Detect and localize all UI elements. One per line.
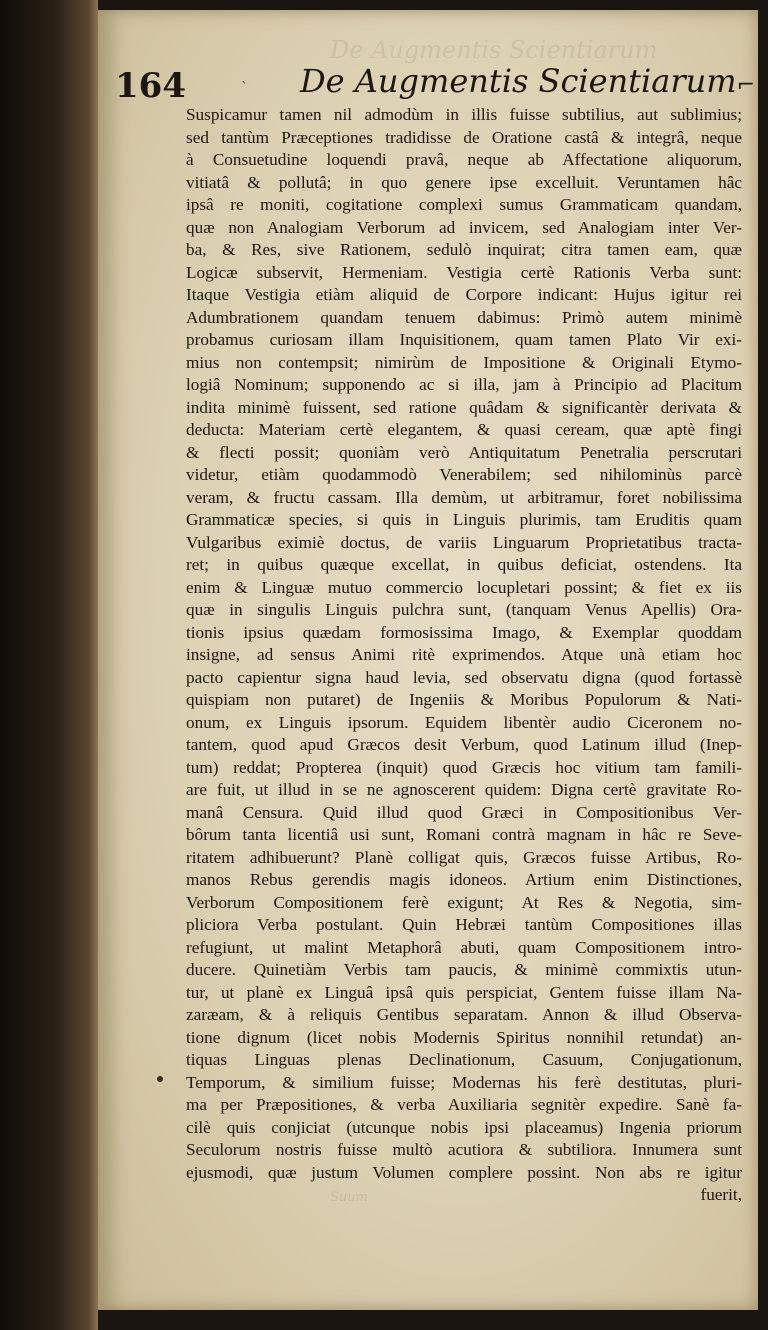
text-line: sed tantùm Præceptiones tradidisse de Oratione castâ & integrâ, neque xyxy=(186,127,742,147)
text-line: Vulgaribus eximiè doctus, de variis Linguarum Proprietatibus tracta- xyxy=(186,532,742,552)
text-line: ret; in quibus quæque excellat, in quibus deficiat, ostendens. Ita xyxy=(186,555,742,574)
page-number: 164 xyxy=(115,66,186,106)
text-line: Grammaticæ species, si quis in Linguis plurimis, tam Eruditis quam xyxy=(186,510,742,529)
text-line: ejusmodi, quæ justum Volumen complere possint. Non abs re igitur xyxy=(186,1162,742,1182)
printer-mark: ˋ xyxy=(241,80,248,96)
text-line: pacto capientur signa haud levia, sed observatu digna (quod fortassè xyxy=(186,667,742,687)
text-line: probamus curiosam illam Inquisitionem, quam tamen Plato Vir exi- xyxy=(186,330,742,349)
title-flourish: ⌐ xyxy=(736,73,756,98)
text-line: Adumbrationem quandam tenuem dabimus: Primò autem minimè xyxy=(186,307,742,327)
margin-dot xyxy=(157,1076,163,1082)
text-line: zaræam, & à reliquis Gentibus separatam. Annon & illud Observa- xyxy=(186,1005,742,1024)
text-line: tiquas Linguas plenas Declinationum, Casuum, Conjugationum, xyxy=(186,1050,742,1069)
text-line: bôrum tanta licentiâ usi sunt, Romani contrà magnam in hâc re Seve- xyxy=(186,825,742,844)
text-line: videtur, etiàm quodammodò Venerabilem; sed nihilominùs parcè xyxy=(186,465,742,484)
text-line: quæ in singulis Linguis pulchra sunt, (tanquam Venus Apellis) Ora- xyxy=(186,600,742,619)
text-line: quæ non Analogiam Verborum ad invicem, sed Analogiam inter Ver- xyxy=(186,217,742,237)
book-binding xyxy=(0,0,98,1330)
text-line: tantem, quod apud Græcos desit Verbum, quod Latinum illud (Inep- xyxy=(186,735,742,754)
text-line: tione dignum (licet nobis Modernis Spiritus nonnihil retundat) an- xyxy=(186,1027,742,1047)
text-line: mius non contempsit; nimirùm de Impositione & Originali Etymo- xyxy=(186,352,742,372)
bleed-through-text-bottom: Suum xyxy=(330,1190,368,1205)
text-line: pliciora Verba postulant. Quin Hebræi tantùm Compositiones illas xyxy=(186,915,742,934)
running-title-text: De Augmentis Scientiarum xyxy=(300,62,737,100)
text-line: Itaque Vestigia etiàm aliquid de Corpore indicant: Hujus igitur rei xyxy=(186,285,742,304)
text-line: vitiatâ & pollutâ; in quo genere ipse excelluit. Veruntamen hâc xyxy=(186,172,742,192)
body-text xyxy=(186,104,742,1207)
text-line: Verborum Compositionem ferè exigunt; At Res & Negotia, sim- xyxy=(186,892,742,912)
text-line: ritatem adhibuerunt? Planè colligat quis, Græcos fuisse Artibus, Ro- xyxy=(186,847,742,867)
text-line: ipsâ re moniti, cogitatione complexi sumus Grammaticam quandam, xyxy=(186,195,742,214)
text-line: are fuit, ut illud in se ne agnoscerent quidem: Digna certè gravitate Ro- xyxy=(186,780,742,799)
text-line: insigne, ad sensus Animi ritè exprimendos. Atque unà etiam hoc xyxy=(186,645,742,664)
running-title xyxy=(300,62,755,100)
text-line: ducere. Quinetiàm Verbis tam paucis, & minimè commixtis utun- xyxy=(186,960,742,979)
text-line: manâ Censura. Quid illud quod Græci in Compositionibus Ver- xyxy=(186,802,742,822)
text-line: tionis ipsius quædam formosissima Imago, & Exemplar quoddam xyxy=(186,622,742,642)
text-line: onum, ex Linguis ipsorum. Equidem libentèr audio Ciceronem no- xyxy=(186,712,742,732)
bleed-through-text: De Augmentis Scientiarum xyxy=(330,36,658,64)
text-line: veram, & fructu cassam. Illa demùm, ut arbitramur, foret nobilissima xyxy=(186,487,742,507)
text-line: cilè quis conjiciat (utcunque nobis ipsi placeamus) Ingenia priorum xyxy=(186,1117,742,1137)
text-line: Temporum, & similium fuisse; Modernas his ferè destitutas, pluri- xyxy=(186,1072,742,1092)
text-line: manos Rebus gerendis magis idoneos. Artium enim Distinctiones, xyxy=(186,870,742,889)
text-line: & flecti possit; quoniàm verò Antiquitatum Penetralia perscrutari xyxy=(186,442,742,462)
text-line: tum) reddat; Propterea (inquit) quod Græcis hoc vitium tam famili- xyxy=(186,757,742,777)
text-line: Seculorum nostris fuisse multò acutiora & subtiliora. Innumera sunt xyxy=(186,1140,742,1159)
text-line: deducta: Materiam certè elegantem, & quasi ceream, quæ aptè fingi xyxy=(186,420,742,439)
text-line: Logicæ subservit, Hermeniam. Vestigia certè Rationis Verba sunt: xyxy=(186,262,742,282)
text-line: tur, ut planè ex Linguâ ipsâ quis perspiciat, Gentem fuisse illam Na- xyxy=(186,982,742,1002)
text-line: à Consuetudine loquendi pravâ, neque ab Affectatione aliquorum, xyxy=(186,150,742,169)
text-line: refugiunt, ut malint Metaphorâ abuti, quam Compositionem intro- xyxy=(186,937,742,957)
text-line: logiâ Nominum; supponendo ac si illa, jam à Principio ad Placitum xyxy=(186,375,742,394)
text-line: quispiam non putaret) de Ingeniis & Moribus Populorum & Nati- xyxy=(186,690,742,709)
text-line: ma per Præpositiones, & verba Auxiliaria segnitèr expedire. Sanè fa- xyxy=(186,1095,742,1114)
text-line: fuerit, xyxy=(700,1185,742,1204)
text-line: Suspicamur tamen nil admodùm in illis fuisse subtilius, aut sublimius; xyxy=(186,105,742,124)
text-line: enim & Linguæ mutuo commercio locupletari possint; & fiet ex iis xyxy=(186,577,742,597)
text-line: ba, & Res, sive Rationem, sedulò inquirat; citra tamen eam, quæ xyxy=(186,240,742,259)
text-line: indita minimè fuissent, sed ratione quâdam & significantèr derivata & xyxy=(186,397,742,417)
